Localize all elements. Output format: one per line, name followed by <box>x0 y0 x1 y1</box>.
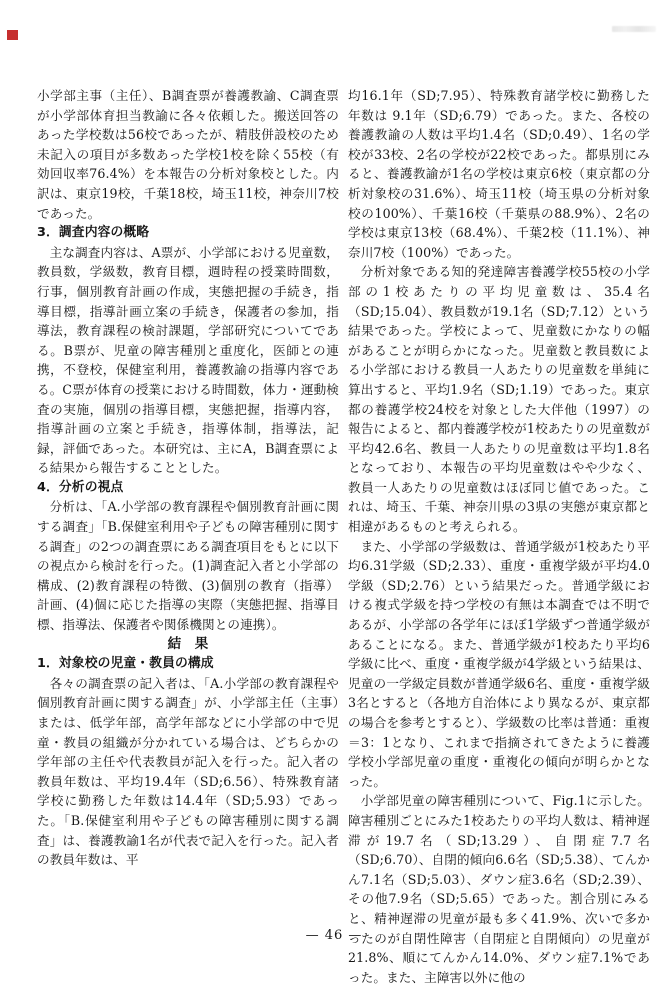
section-heading-analysis-viewpoint: 4．分析の視点 <box>37 479 124 495</box>
body-paragraph: 分析は、「A.小学部の教育課程や個別教育計画に関する調査」「B.保健室利用や子どもの障害種別に関する調査」の2つの調査票にある調査項目をもとに以下の視点から検討を行った。(1)調査記入者と小学部の構成、(2)教育課程の特徴、(3)個別の教育（指導）計画、(4)個に応じた指導の実際（実態把握、指導目標、指導法、保護者や関係機関との連携）。 <box>37 499 339 633</box>
page-number: — 46 — <box>305 928 363 943</box>
red-stamp-mark <box>7 30 18 40</box>
section-heading-subject-schools: 1．対象校の児童・教員の構成 <box>37 656 214 672</box>
body-paragraph: 均16.1年（SD;7.95）、特殊教育諸学校に勤務した年数は 9.1年（SD;6.79）であった。また、各校の養護教諭の人数は平均1.4名（SD;0.49）、1名の学校が33校、2名の学校が22校であった。都県別にみると、養護教諭が1名の学校は東京6校（東京都の分析対象校の31.6%）、埼玉11校（埼玉県の分析対象校の100%）、千葉16校（千葉県の88.9%）、2名の学校は東京13校（68.4%）、千葉2校（11.1%）、神奈川7校（100%）であった。 <box>348 88 650 260</box>
body-paragraph: 主な調査内容は、A票が、小学部における児童数，教員数，学級数，教育目標，週時程の授業時間数，行事，個別教育計画の作成，実態把握の手続き，指導目標，指導計画立案の手続き，保護者の参加，指導法，教育課程の検討課題，学部研究についてである。B票が、児童の障害種別と重度化，医師との連携，不登校，保健室利用，養護教諭の指導内容である。C票が体育の授業における時間数，体力・運動検査の実施，個別の指導目標，実態把握，指導内容，指導計画の立案と手続き，指導体制，指導法，記録，評価であった。本研究は、主にA，B調査票による結果から報告することとした。 <box>37 244 339 476</box>
body-paragraph: 小学部児童の障害種別について、Fig.1に示した。障害種別ごとにみた1校あたりの平均人数は、精神遅滞が19.7名（SD;13.29）、自閉症7.7名（SD;6.70）、自閉的傾向6.6名（SD;5.38）、てんかん7.1名（SD;5.03）、ダウン症3.6名（SD;2.39）、その他7.9名（SD;5.65）であった。割合別にみると、精神遅滞の児童が最も多く41.9%、次いで多かったのが自閉性障害（自閉症と自閉傾向）の児童が21.8%、順にてんかん14.0%、ダウン症7.1%であった。また、主障害以外に他の <box>348 793 650 985</box>
faint-print-artifact <box>612 26 656 32</box>
body-paragraph: 各々の調査票の記入者は、「A.小学部の教育課程や個別教育計画に関する調査」が、小学部主任（主事）または、低学年部，高学年部などに小学部の中で児童・教員の組織が分かれている場合は、どちらかの学年部の主任や代表教員が記入を行った。記入者の教員年数は、平均19.4年（SD;6.56）、特殊教育諸学校に勤務した年数は14.4年（SD;5.93）であった。「B.保健室利用や子どもの障害種別に関する調査」は、養護教諭1名が代表で記入を行った。記入者の教員年数は、平 <box>37 675 339 868</box>
body-paragraph: 分析対象である知的発達障害養護学校55校の小学部の1校あたりの平均児童数は、35.4名（SD;15.04）、教員数が19.1名（SD;7.12）という結果であった。学校によって、児童数にかなりの幅があることが明らかになった。児童数と教員数による小学部における教員一人あたりの児童数を単純に算出すると、平均1.9名（SD;1.19）であった。東京都の養護学校24校を対象とした大伴他（1997）の報告によると、都内養護学校が1校あたりの児童数が平均42.6名、教員一人あたりの児童数は平均1.8名となっており、本報告の平均児童数はやや少なく、教員一人あたりの児童数はほぼ同じ値であった。これは、埼玉、千葉、神奈川県の3県の実態が東京都と相違があるものと考えられる。 <box>348 264 650 535</box>
right-column <box>348 86 650 987</box>
results-heading: 結 果 <box>167 635 209 652</box>
body-paragraph: また、小学部の学級数は、普通学級が1校あたり平均6.31学級（SD;2.33）、重度・重複学級が平均4.0学級（SD;2.76）という結果だった。普通学級における複式学級を持つ学校の有無は本調査では不明であるが、小学部の各学年にほぼ1学級ずつ普通学級があることになる。また、普通学級が1校あたり平均6学級に比べ、重度・重複学級が4学級という結果は、児童の一学級定員数が普通学級6名、重度・重複学級3名とすると（各地方自治体により異なるが、東京都の場合を参考とすると）、学級数の比率は普通：重複＝3：1となり、これまで指摘されてきたように養護学校小学部児童の重度・重複化の傾向が明らかとなった。 <box>348 538 650 789</box>
section-heading-survey-contents: 3．調査内容の概略 <box>37 225 150 241</box>
left-column <box>37 86 339 870</box>
body-paragraph: 小学部主事（主任）、B調査票が養護教諭、C調査票が小学部体育担当教諭に各々依頼した。搬送回答のあった学校数は56校であったが、精肢併設校のため未記入の項目が多数あった学校1校を除く55校（有効回収率76.4%）を本報告の分析対象校とした。内訳は、東京19校，千葉18校，埼玉11校，神奈川7校であった。 <box>37 88 339 221</box>
